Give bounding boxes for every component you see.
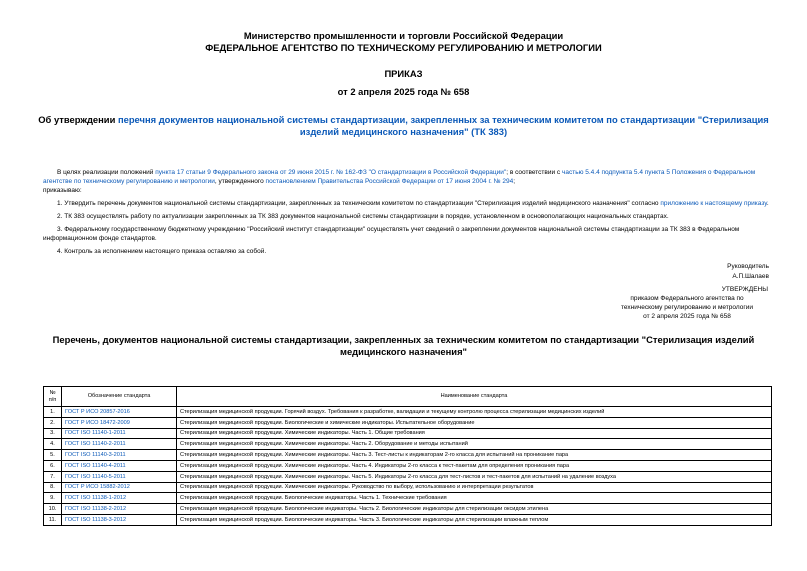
law-link[interactable]: пункта 17 статьи 9 Федерального закона от 29 июня 2015 г. № 162-ФЗ "О стандартизации в Российской Федерации" xyxy=(155,169,507,176)
standard-name: Стерилизация медицинской продукции. Биологические индикаторы. Часть 3. Биологические индикаторы для стерилизации влажным теплом xyxy=(177,514,772,525)
order-word: приказываю: xyxy=(43,187,82,194)
intro-paragraph xyxy=(43,168,773,186)
table-row xyxy=(44,493,772,504)
approved-line-3: от 2 апреля 2025 года № 658 xyxy=(643,313,731,320)
agency-heading: ФЕДЕРАЛЬНОЕ АГЕНТСТВО ПО ТЕХНИЧЕСКОМУ РЕГУЛИРОВАНИЮ И МЕТРОЛОГИИ xyxy=(205,42,602,53)
table-row xyxy=(44,428,772,439)
row-number: 4. xyxy=(44,439,62,450)
standard-name: Стерилизация медицинской продукции. Химические индикаторы. Часть 2. Оборудование и методы испытаний xyxy=(177,439,772,450)
standard-name: Стерилизация медицинской продукции. Биологические индикаторы. Часть 2. Биологические индикаторы для стерилизации оксидом этилена xyxy=(177,504,772,515)
item-1-end: . xyxy=(766,200,769,207)
standard-name: Стерилизация медицинской продукции. Химические индикаторы. Руководство по выбору, использованию и интерпретации результатов xyxy=(177,482,772,493)
item-2: 2. ТК 383 осуществлять работу по актуализации закрепленных за ТК 383 документов национальной системы стандартизации в порядке, установленном в основополагающих национальных стандартах. xyxy=(57,213,669,220)
row-number: 2. xyxy=(44,417,62,428)
table-row xyxy=(44,471,772,482)
standard-code-link[interactable]: ГОСТ ISO 11138-2-2012 xyxy=(62,504,177,515)
signature-name: А.П.Шалаев xyxy=(732,273,769,280)
approval-block xyxy=(606,285,768,321)
list-title: Перечень, документов национальной системы стандартизации, закрепленных за техническим комитетом по стандартизации "Стерилизация изделий медицинского назначения" xyxy=(52,334,755,357)
document-type: ПРИКАЗ xyxy=(384,68,423,79)
standard-code-link[interactable]: ГОСТ ISO 11140-1-2011 xyxy=(62,428,177,439)
document-body xyxy=(43,168,773,256)
standard-name: Стерилизация медицинской продукции. Горячий воздух. Требования к разработке, валидации и текущему контролю процесса стерилизации медицинских изделий xyxy=(177,407,772,418)
standard-name: Стерилизация медицинской продукции. Химические индикаторы. Часть 4. Индикаторы 2-го класса к тест-пакетам для определения проникания пара xyxy=(177,460,772,471)
standards-table xyxy=(43,386,772,526)
standard-code-link[interactable]: ГОСТ ISO 11138-1-2012 xyxy=(62,493,177,504)
table-row xyxy=(44,460,772,471)
row-number: 8. xyxy=(44,482,62,493)
approved-line-1: приказом Федерального агентства по xyxy=(630,295,744,302)
row-number: 7. xyxy=(44,471,62,482)
table-row xyxy=(44,482,772,493)
regulation-link[interactable]: частью 5.4.4 подпункта 5.4 пункта 5 Положения о Федеральном агентстве по техническому регулированию и метрологии xyxy=(43,169,756,185)
standard-code-link[interactable]: ГОСТ Р ИСО 20857-2016 xyxy=(62,407,177,418)
standard-code-link[interactable]: ГОСТ ISO 11138-3-2012 xyxy=(62,514,177,525)
table-header-row xyxy=(44,387,772,407)
table-row xyxy=(44,514,772,525)
standard-name: Стерилизация медицинской продукции. Химические индикаторы. Часть 1. Общие требования xyxy=(177,428,772,439)
table-row xyxy=(44,450,772,461)
header-name: Наименование стандарта xyxy=(177,387,772,407)
table-row xyxy=(44,417,772,428)
standard-code-link[interactable]: ГОСТ ISO 11140-5-2011 xyxy=(62,471,177,482)
standard-code-link[interactable]: ГОСТ Р ИСО 18472-2009 xyxy=(62,417,177,428)
ministry-heading: Министерство промышленности и торговли Российской Федерации xyxy=(243,30,564,41)
appendix-link[interactable]: приложению к настоящему приказу xyxy=(660,200,767,207)
government-decree-link[interactable]: постановлением Правительства Российской Федерации от 17 июня 2004 г. № 294 xyxy=(265,178,514,185)
item-4: 4. Контроль за исполнением настоящего приказа оставляю за собой. xyxy=(57,248,267,255)
standard-code-link[interactable]: ГОСТ ISO 11140-2-2011 xyxy=(62,439,177,450)
item-1 xyxy=(43,199,773,208)
header-number: № п/п xyxy=(44,387,62,407)
standard-code-link[interactable]: ГОСТ ISO 11140-4-2011 xyxy=(62,460,177,471)
intro-text-3: , утвержденного xyxy=(214,178,266,185)
standard-name: Стерилизация медицинской продукции. Биологические и химические индикаторы. Испытательное оборудование xyxy=(177,417,772,428)
approved-heading: УТВЕРЖДЕНЫ xyxy=(721,286,768,293)
standard-name: Стерилизация медицинской продукции. Химические индикаторы. Часть 3. Тест-листы к индикаторам 2-го класса для испытаний на проникание пара xyxy=(177,450,772,461)
header-code: Обозначение стандарта xyxy=(62,387,177,407)
signature-position: Руководитель xyxy=(727,263,769,270)
row-number: 11. xyxy=(44,514,62,525)
standard-code-link[interactable]: ГОСТ ISO 11140-3-2011 xyxy=(62,450,177,461)
row-number: 3. xyxy=(44,428,62,439)
standard-name: Стерилизация медицинской продукции. Химические индикаторы. Часть 5. Индикаторы 2-го класса для тест-листов и тест-пакетов для испытаний на удаление воздуха xyxy=(177,471,772,482)
row-number: 5. xyxy=(44,450,62,461)
intro-text-4: ; xyxy=(513,178,516,185)
table-row xyxy=(44,407,772,418)
row-number: 1. xyxy=(44,407,62,418)
document-title xyxy=(35,114,772,138)
document-date-number: от 2 апреля 2025 года № 658 xyxy=(337,86,470,97)
standard-name: Стерилизация медицинской продукции. Биологические индикаторы. Часть 1. Технические требования xyxy=(177,493,772,504)
row-number: 6. xyxy=(44,460,62,471)
table-row xyxy=(44,504,772,515)
approved-line-2: техническому регулированию и метрологии xyxy=(621,304,753,311)
table-row xyxy=(44,439,772,450)
item-3: 3. Федеральному государственному бюджетному учреждению "Российский институт стандартизации" осуществлять учет сведений о закреплении документов национальной системы стандартизации за ТК 383 в Федеральном информационном фонде стандартов. xyxy=(43,226,740,242)
intro-text-1: В целях реализации положений xyxy=(57,169,156,176)
row-number: 10. xyxy=(44,504,62,515)
item-1-text: 1. Утвердить перечень документов национальной системы стандартизации, закрепленных за техническим комитетом по стандартизации "Стерилизация изделий медицинского назначения" согласно xyxy=(57,200,661,207)
title-prefix: Об утверждении xyxy=(38,114,118,125)
row-number: 9. xyxy=(44,493,62,504)
title-link[interactable]: перечня документов национальной системы стандартизации, закрепленных за техническим комитетом по стандартизации "Стерилизация изделий медицинского назначения" (ТК 383) xyxy=(117,114,769,137)
intro-text-2: ; в соответствии с xyxy=(506,169,562,176)
standard-code-link[interactable]: ГОСТ Р ИСО 15882-2012 xyxy=(62,482,177,493)
